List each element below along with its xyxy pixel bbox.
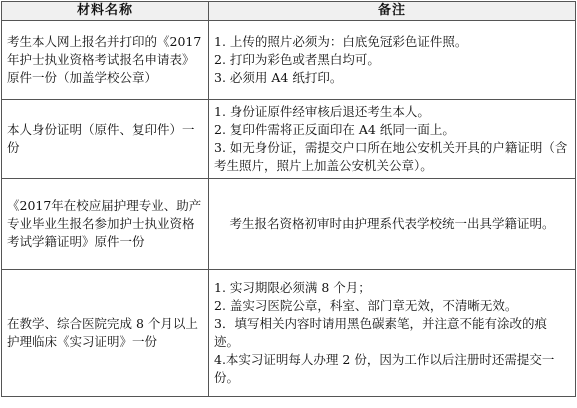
materials-table (1, 1, 576, 397)
notes-cell (209, 21, 576, 100)
material-name-cell: 在教学、综合医院完成 8 个月以上护理临床《实习证明》一份 (2, 270, 209, 397)
table-row (2, 21, 576, 100)
note-line: 4.本实习证明每人办理 2 份，因为工作以后注册时还需提交一份。 (214, 352, 555, 385)
note-line: 3. 如无身份证，需提交户口所在地公安机关开具的户籍证明（含考生照片，照片上加盖公安机关公章）。 (214, 140, 568, 173)
header-material-name: 材料名称 (2, 2, 209, 21)
note-line: 2. 打印为彩色或者黑白均可。 (214, 52, 380, 67)
table-header-row (2, 2, 576, 21)
header-notes: 备注 (209, 2, 576, 21)
note-line: 3．填写相关内容时请用黑色碳素笔，并注意不能有涂改的痕迹。 (214, 316, 547, 349)
note-line: 1. 身份证原件经审核后退还考生本人。 (214, 104, 430, 119)
note-line: 1. 上传的照片必须为：白底免冠彩色证件照。 (214, 34, 468, 49)
note-line: 3. 必须用 A4 纸打印。 (214, 70, 343, 85)
material-name-cell: 《2017年在校应届护理专业、助产专业毕业生报名参加护士执业资格考试学籍证明》原件一份 (2, 179, 209, 270)
material-name-cell: 本人身份证明（原件、复印件）一份 (2, 100, 209, 179)
note-line: 1. 实习期限必须满 8 个月； (214, 280, 371, 295)
material-name-cell: 考生本人网上报名并打印的《2017年护士执业资格考试报名申请表》原件一份（加盖学校公章） (2, 21, 209, 100)
note-line: 2. 盖实习医院公章，科室、部门章无效，不清晰无效。 (214, 298, 518, 313)
note-line: 考生报名资格初审时由护理系代表学校统一出具学籍证明。 (229, 216, 555, 231)
notes-cell (209, 270, 576, 397)
table-row (2, 270, 576, 397)
table-row (2, 179, 576, 270)
notes-cell (209, 100, 576, 179)
notes-cell (209, 179, 576, 270)
note-line: 2. 复印件需将正反面印在 A4 纸同一面上。 (214, 122, 455, 137)
table-row (2, 100, 576, 179)
